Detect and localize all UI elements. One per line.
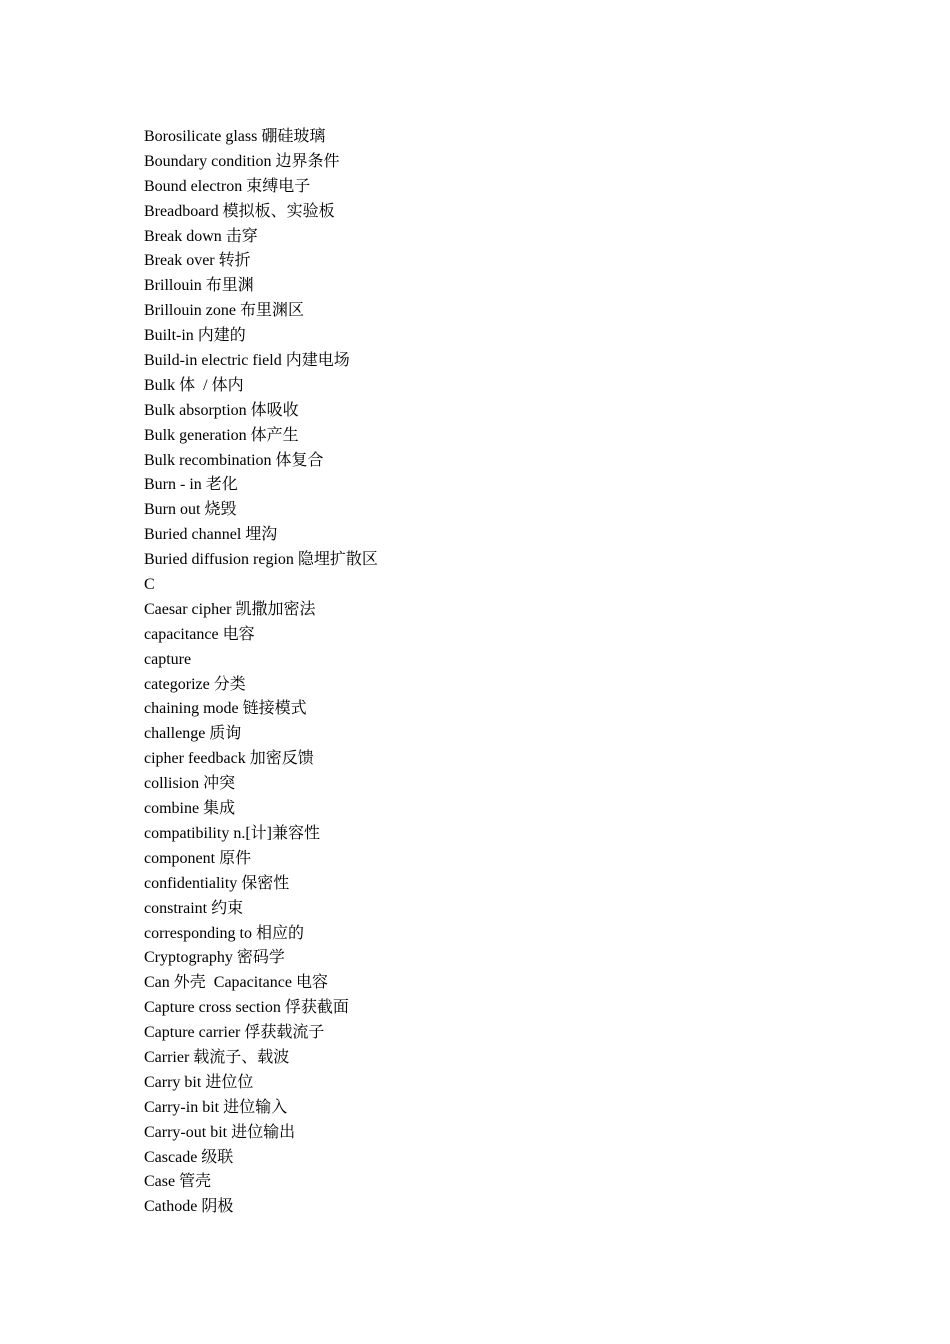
glossary-entry: Breadboard 模拟板、实验板 <box>144 202 335 220</box>
glossary-entry: Capture cross section 俘获截面 <box>144 999 349 1017</box>
glossary-entry: Carrier 载流子、载波 <box>144 1048 290 1066</box>
glossary-entry: Brillouin zone 布里渊区 <box>144 302 304 320</box>
glossary-entry: Built-in 内建的 <box>144 327 246 345</box>
glossary-entry: Capture carrier 俘获载流子 <box>144 1024 325 1042</box>
glossary-entry: chaining mode 链接模式 <box>144 700 307 718</box>
glossary-list <box>144 125 378 1220</box>
glossary-entry: Boundary condition 边界条件 <box>144 152 340 170</box>
glossary-entry: confidentiality 保密性 <box>144 874 290 892</box>
glossary-entry: Case 管壳 <box>144 1173 212 1191</box>
glossary-entry: Carry-out bit 进位输出 <box>144 1123 296 1141</box>
glossary-entry: Carry bit 进位位 <box>144 1073 254 1091</box>
glossary-entry: Cathode 阴极 <box>144 1198 234 1216</box>
glossary-entry: Break down 击穿 <box>144 227 258 245</box>
glossary-entry: Bulk 体 / 体内 <box>144 376 244 394</box>
glossary-entry: Can 外壳 Capacitance 电容 <box>144 974 328 992</box>
glossary-entry: cipher feedback 加密反馈 <box>144 750 314 768</box>
glossary-entry: categorize 分类 <box>144 675 246 693</box>
glossary-entry: Caesar cipher 凯撒加密法 <box>144 600 316 618</box>
glossary-entry: compatibility n.[计]兼容性 <box>144 824 320 842</box>
glossary-entry: Bulk recombination 体复合 <box>144 451 324 469</box>
glossary-entry: C <box>144 576 155 594</box>
glossary-entry: Bound electron 束缚电子 <box>144 177 311 195</box>
glossary-entry: Bulk generation 体产生 <box>144 426 299 444</box>
glossary-entry: Break over 转折 <box>144 252 251 270</box>
glossary-entry: Cryptography 密码学 <box>144 949 285 967</box>
glossary-entry: Build-in electric field 内建电场 <box>144 352 350 370</box>
glossary-entry: corresponding to 相应的 <box>144 924 304 942</box>
glossary-entry: Buried diffusion region 隐埋扩散区 <box>144 551 378 569</box>
glossary-entry: component 原件 <box>144 849 252 867</box>
glossary-entry: Burn - in 老化 <box>144 476 238 494</box>
glossary-entry: constraint 约束 <box>144 899 244 917</box>
glossary-entry: Cascade 级联 <box>144 1148 234 1166</box>
glossary-entry: Bulk absorption 体吸收 <box>144 401 299 419</box>
glossary-entry: Burn out 烧毁 <box>144 501 237 519</box>
glossary-entry: capacitance 电容 <box>144 625 255 643</box>
glossary-entry: challenge 质询 <box>144 725 242 743</box>
glossary-entry: Brillouin 布里渊 <box>144 277 254 295</box>
glossary-entry: combine 集成 <box>144 800 236 818</box>
glossary-entry: collision 冲突 <box>144 775 236 793</box>
glossary-entry: Buried channel 埋沟 <box>144 526 278 544</box>
glossary-entry: Carry-in bit 进位输入 <box>144 1098 288 1116</box>
glossary-entry: Borosilicate glass 硼硅玻璃 <box>144 128 326 145</box>
glossary-entry: capture <box>144 650 192 668</box>
